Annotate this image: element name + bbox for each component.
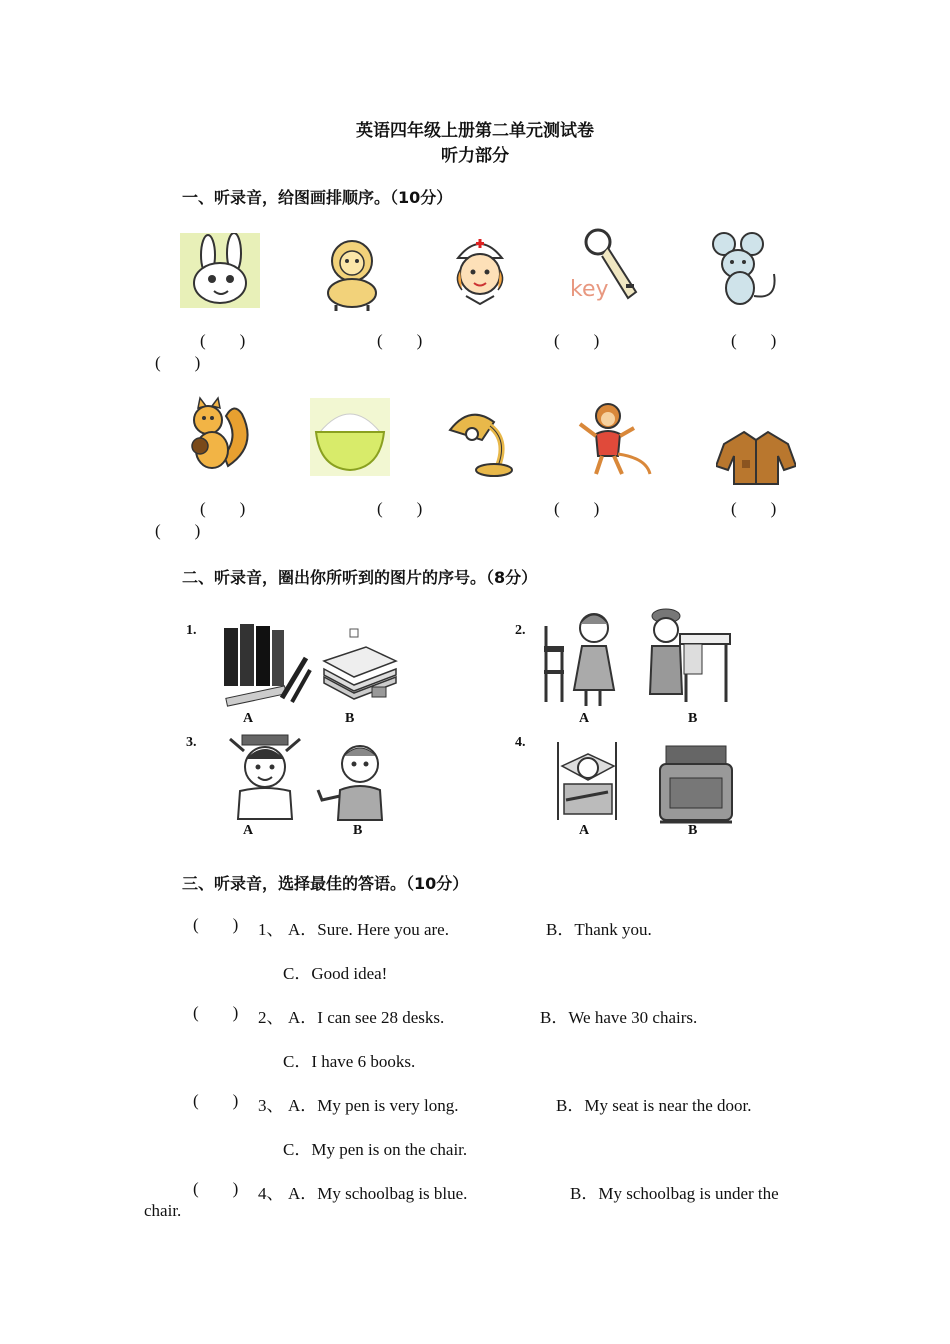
- question-number: 1、: [258, 920, 284, 939]
- answer-blank[interactable]: ( ): [200, 499, 246, 518]
- question-number: 2、: [258, 1008, 284, 1027]
- option-c: C．I have 6 books.: [283, 1052, 416, 1071]
- answer-blank[interactable]: ( ): [377, 499, 423, 518]
- squirrel-picture: [178, 396, 258, 476]
- question-number: 4、: [258, 1184, 284, 1203]
- option-a-label: A: [579, 823, 590, 838]
- answer-blank[interactable]: ( ): [193, 1179, 239, 1198]
- item-number: 4.: [515, 735, 526, 750]
- answer-blank[interactable]: ( ): [731, 499, 777, 518]
- nurse-picture: [440, 230, 520, 310]
- mouse-picture: [704, 230, 784, 310]
- key-word-text: key: [570, 277, 609, 302]
- option-b-continued: chair.: [144, 1201, 182, 1220]
- page-title: 英语四年级上册第二单元测试卷: [356, 121, 594, 141]
- option-b: B．Thank you.: [546, 920, 652, 939]
- monkey-picture: [574, 398, 654, 478]
- answer-blank[interactable]: ( ): [155, 521, 201, 540]
- answer-blank[interactable]: ( ): [193, 1003, 239, 1022]
- answer-blank[interactable]: ( ): [377, 331, 423, 350]
- section2-heading: 二、听录音，圈出你所听到的图片的序号。（8分）: [182, 568, 538, 587]
- option-b-label: B: [688, 711, 698, 726]
- answer-blank[interactable]: ( ): [554, 331, 600, 350]
- item-number: 3.: [186, 735, 197, 750]
- answer-blank[interactable]: ( ): [731, 331, 777, 350]
- section3-heading: 三、听录音，选择最佳的答语。（10分）: [182, 874, 469, 893]
- rice-bowl-picture: [310, 398, 390, 478]
- boy-with-book-on-head-picture[interactable]: [220, 733, 310, 823]
- answer-blank[interactable]: ( ): [554, 499, 600, 518]
- answer-blank[interactable]: ( ): [193, 1091, 239, 1110]
- section1-heading: 一、听录音，给图画排顺序。（10分）: [182, 188, 453, 207]
- option-b: B．My schoolbag is under the: [570, 1184, 779, 1203]
- option-b: B．My seat is near the door.: [556, 1096, 752, 1115]
- option-b-label: B: [345, 711, 355, 726]
- item-number: 2.: [515, 623, 526, 638]
- option-a: A．My pen is very long.: [288, 1096, 459, 1115]
- rabbit-picture: [180, 233, 260, 313]
- box-of-items-picture[interactable]: [552, 740, 624, 826]
- item-number: 1.: [186, 623, 197, 638]
- option-a-label: A: [243, 823, 254, 838]
- lamp-picture: [442, 400, 522, 480]
- key-picture: [568, 226, 648, 306]
- question-number: 3、: [258, 1096, 284, 1115]
- answer-blank[interactable]: ( ): [193, 915, 239, 934]
- option-c: C．My pen is on the chair.: [283, 1140, 468, 1159]
- page-subtitle: 听力部分: [441, 146, 509, 166]
- lion-picture: [312, 233, 392, 313]
- girl-with-chair-picture[interactable]: [540, 606, 624, 710]
- option-a: A．My schoolbag is blue.: [288, 1184, 468, 1203]
- answer-blank[interactable]: ( ): [155, 353, 201, 372]
- option-b: B．We have 30 chairs.: [540, 1008, 698, 1027]
- option-b-label: B: [688, 823, 698, 838]
- option-c: C．Good idea!: [283, 964, 388, 983]
- books-and-pencils-picture[interactable]: [220, 618, 312, 718]
- boy-pointing-picture[interactable]: [314, 740, 398, 824]
- option-a: A．I can see 28 desks.: [288, 1008, 445, 1027]
- boy-with-desk-picture[interactable]: [644, 606, 736, 706]
- jacket-picture: [716, 416, 796, 496]
- option-a-label: A: [243, 711, 254, 726]
- schoolbag-picture[interactable]: [656, 742, 736, 826]
- answer-blank[interactable]: ( ): [200, 331, 246, 350]
- option-a: A．Sure. Here you are.: [288, 920, 449, 939]
- stack-of-papers-picture[interactable]: [320, 625, 400, 705]
- option-b-label: B: [353, 823, 363, 838]
- option-a-label: A: [579, 711, 590, 726]
